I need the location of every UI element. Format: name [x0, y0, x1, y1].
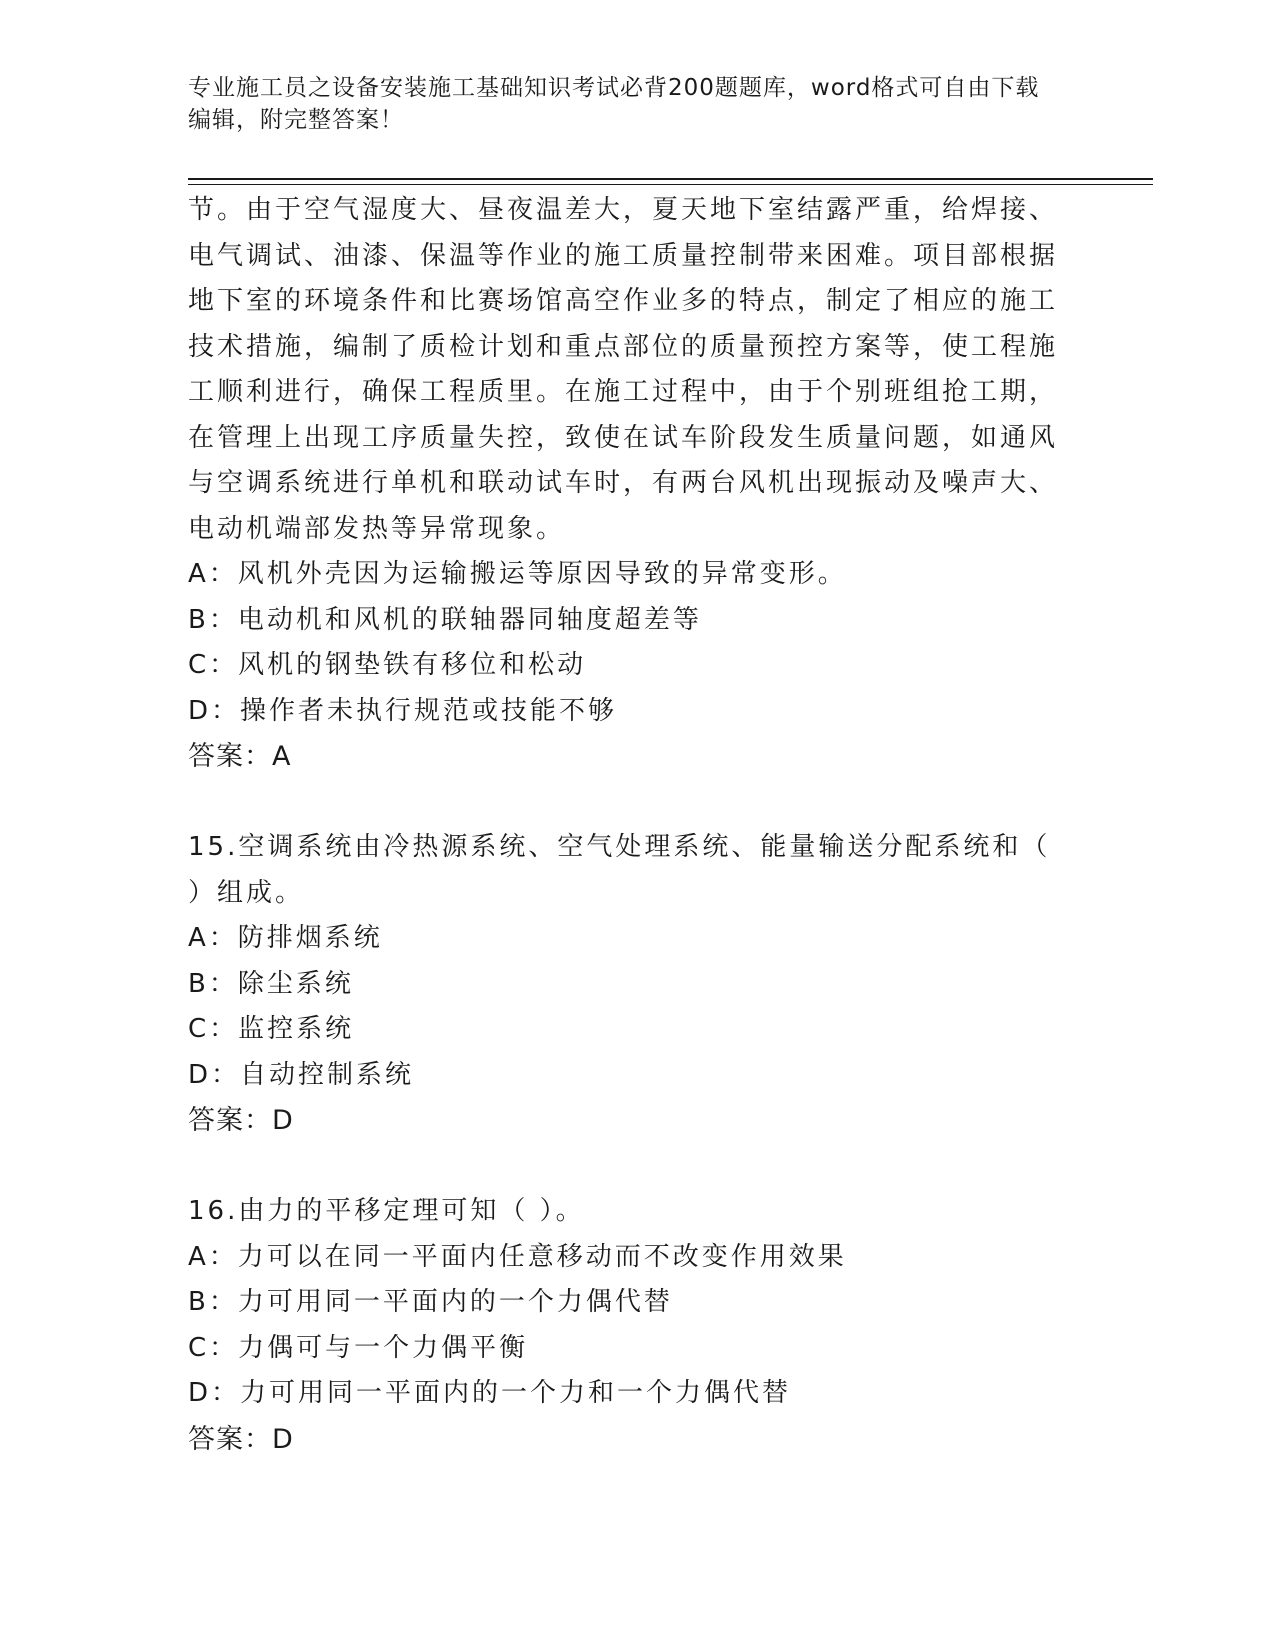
- question-stem-line: 工顺利进行，确保工程质里。在施工过程中，由于个别班组抢工期，: [188, 377, 1059, 407]
- question-stem-line: 在管理上出现工序质量失控，致使在试车阶段发生质量问题，如通风: [188, 422, 1059, 453]
- question-spacer: [188, 780, 1068, 826]
- option-c: C：风机的钢垫铁有移位和松动: [188, 650, 587, 680]
- question-stem-line: 技术措施，编制了质检计划和重点部位的质量预控方案等，使工程施: [188, 331, 1059, 362]
- option-d: D：自动控制系统: [188, 1059, 415, 1090]
- header-title-line-2: 编辑，附完整答案！: [188, 107, 404, 133]
- question-stem-line: 与空调系统进行单机和联动试车时，有两台风机出现振动及噪声大、: [188, 468, 1059, 498]
- question-stem-line: 节。由于空气湿度大、昼夜温差大，夏天地下室结露严重，给焊接、: [188, 195, 1059, 225]
- option-c: C：力偶可与一个力偶平衡: [188, 1332, 529, 1363]
- question-stem-line: 电动机端部发热等异常现象。: [188, 513, 566, 544]
- document-header: [188, 72, 1068, 136]
- question-14: [188, 188, 1068, 780]
- option-a: A：力可以在同一平面内任意移动而不改变作用效果: [188, 1241, 847, 1272]
- question-stem-line: 电气调试、油漆、保温等作业的施工质量控制带来困难。项目部根据: [188, 240, 1059, 271]
- header-divider-thick: [188, 178, 1153, 180]
- question-stem-line: ）组成。: [188, 877, 305, 908]
- option-b: B：力可用同一平面内的一个力偶代替: [188, 1287, 673, 1317]
- question-stem-line: 15.空调系统由冷热源系统、空气处理系统、能量输送分配系统和（: [188, 832, 1051, 862]
- answer-label: 答案：D: [188, 1423, 294, 1455]
- question-spacer: [188, 1144, 1068, 1190]
- header-divider-thin: [188, 184, 1153, 185]
- question-15: [188, 825, 1068, 1144]
- answer-label: 答案：A: [188, 741, 292, 772]
- document-body: [188, 188, 1068, 1462]
- question-stem-line: 地下室的环境条件和比赛场馆高空作业多的特点，制定了相应的施工: [188, 286, 1059, 316]
- option-b: B：除尘系统: [188, 968, 354, 999]
- option-d: D：操作者未执行规范或技能不够: [188, 695, 618, 726]
- answer-label: 答案：D: [188, 1105, 294, 1136]
- option-c: C：监控系统: [188, 1014, 355, 1044]
- option-d: D：力可用同一平面内的一个力和一个力偶代替: [188, 1378, 792, 1408]
- option-a: A：风机外壳因为运输搬运等原因导致的异常变形。: [188, 559, 847, 589]
- option-b: B：电动机和风机的联轴器同轴度超差等: [188, 604, 702, 635]
- header-title-line-1: 专业施工员之设备安装施工基础知识考试必背200题题库，word格式可自由下载: [188, 75, 1040, 101]
- question-stem-line: 16.由力的平移定理可知（ ）。: [188, 1196, 585, 1226]
- option-a: A：防排烟系统: [188, 923, 383, 953]
- question-16: [188, 1189, 1068, 1462]
